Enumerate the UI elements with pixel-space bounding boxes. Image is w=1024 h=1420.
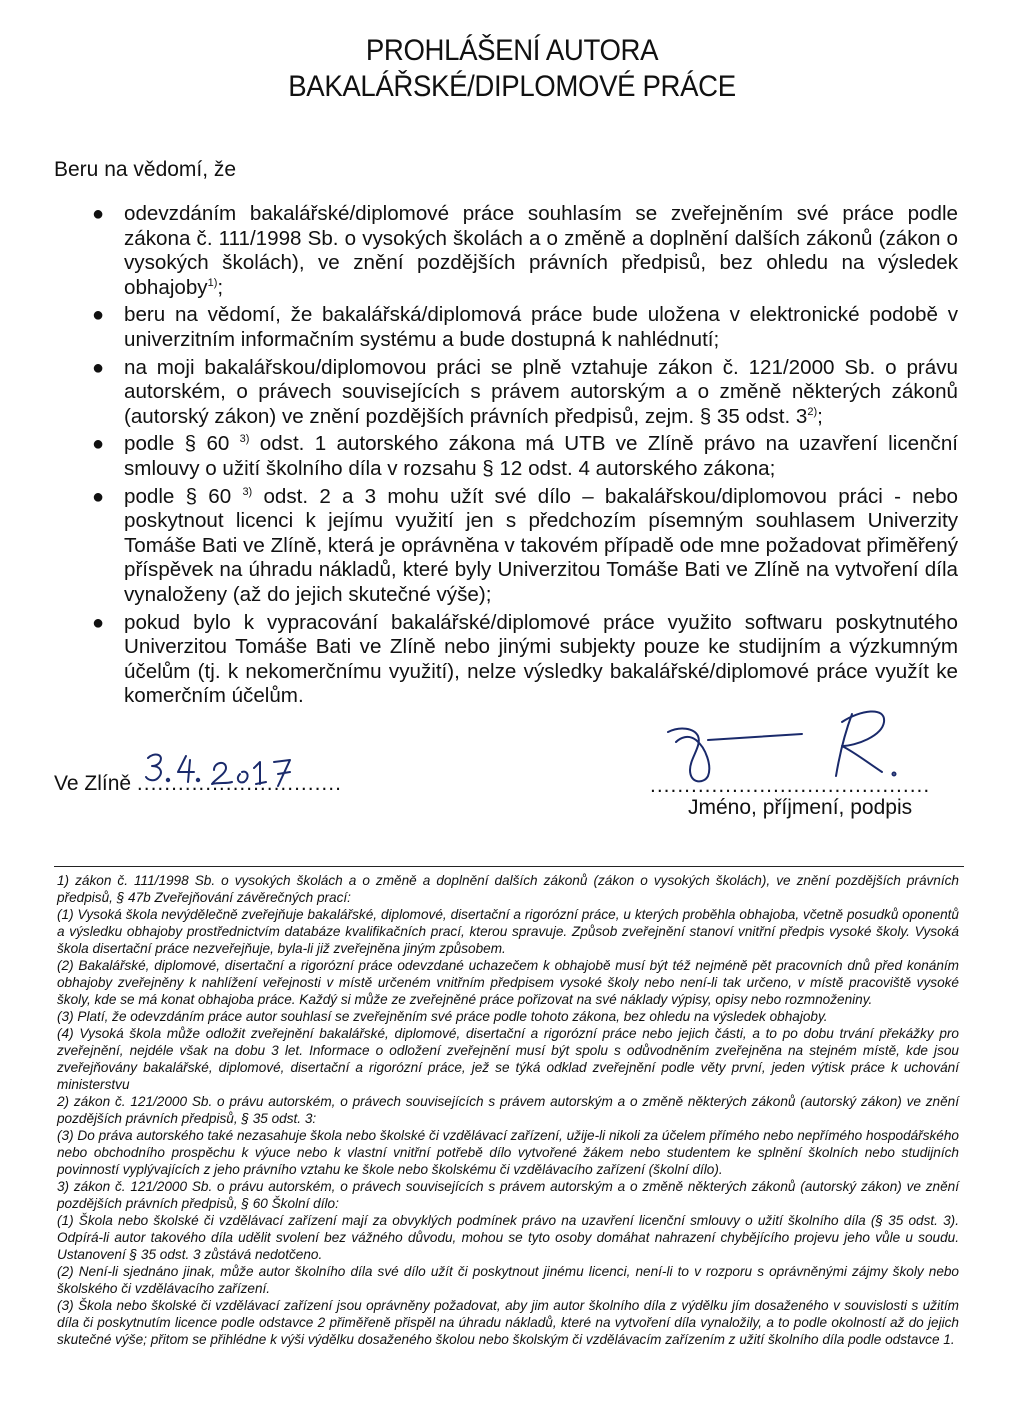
list-item-text: odst. 2 a 3 mohu užít své dílo – bakalářskou/diplomovou práci - nebo poskytnout licenci k jejímu využití jen s předchozím písemným souhlasem Univerzity Tomáše Bati ve Zlíně, která je oprávněna v takovém případě ode mne požadovat přiměřený příspěvek na úhradu nákladů, které byly Univerzitou Tomáše Bati ve Zlíně na vytvoření díla vynaloženy (až do jejich skutečné výše); xyxy=(124,484,958,606)
signature-block xyxy=(0,700,1024,840)
footnote-paragraph: (3) Do práva autorského také nezasahuje škola nebo školské či vzdělávací zařízení, užije-li nikoli za účelem přímého nebo nepřímého hospodářského nebo obchodního prospěchu k výuce nebo k vlastní vnitřní potřebě dílo vytvořené žákem nebo studentem ke splnění školních nebo studijních povinností vyplývajících z jeho právního vztahu ke škole nebo školskému či vzdělávacího zařízení (školní dílo). xyxy=(57,1128,959,1177)
footnote-paragraph: 1) zákon č. 111/1998 Sb. o vysokých školách a o změně a doplnění dalších zákonů (zákon o vysokých školách), ve znění pozdějších právních předpisů, § 47b Zveřejňování závěrečných prací: xyxy=(57,873,959,905)
bullet-dot: ● xyxy=(92,203,105,225)
list-item-text: beru na vědomí, že bakalářská/diplomová práce bude uložena v elektronické podobě v univerzitním informačním systému a bude dostupná k nahlédnutí; xyxy=(124,303,958,351)
signature-dots: ......................................... xyxy=(650,774,931,797)
list-item xyxy=(92,356,958,430)
footnote-paragraph: (1) Škola nebo školské či vzdělávací zařízení mají za obvyklých podmínek právo na uzavření licenční smlouvy o užití školního díla (§ 35 odst. 3). Odpírá-li autor takového díla udělit svolení bez vážného důvodu, mohou se tyto osoby domáhat nahrazení chybějícího projevu jeho vůle u soudu. Ustanovení § 35 odst. 3 zůstává nedotčeno. xyxy=(57,1213,959,1262)
bullet-dot: ● xyxy=(92,433,105,456)
list-item xyxy=(92,432,958,481)
list-item-text: odst. 1 autorského zákona má UTB ve Zlíně právo na uzavření licenční smlouvy o užití školního díla v rozsahu § 12 odst. 4 autorského zákona; xyxy=(124,432,958,480)
list-item-text: pokud bylo k vypracování bakalářské/diplomové práce využito softwaru poskytnutého Univerzitou Tomáše Bati ve Zlíně nebo jinými subjekty pouze ke studijním a výzkumným účelům (tj. k nekomerčnímu využití), nelze výsledky bakalářské/diplomové práce využít ke komerčním účelům. xyxy=(124,610,958,708)
place-label: Ve Zlíně xyxy=(54,772,132,795)
bullet-dot: ● xyxy=(92,304,105,327)
list-item xyxy=(92,611,958,709)
footnote-ref: 1) xyxy=(207,276,218,289)
footnote-paragraph: (2) Není-li sjednáno jinak, může autor školního díla své dílo užít či poskytnout jinému licenci, není-li to v rozporu s oprávněnými zájmy školy nebo školského či vzdělávacího zařízení. xyxy=(57,1264,959,1296)
list-item-text: podle § 60 xyxy=(124,484,232,508)
footnote-ref: 3) xyxy=(239,433,250,446)
intro-text: Beru na vědomí, že xyxy=(54,158,237,181)
footnote-paragraph: (4) Vysoká škola může odložit zveřejnění bakalářské, diplomové, disertační a rigorózní práce nebo jejich části, a to po dobu trvání překážky pro zveřejnění, nejdéle však na dobu 3 let. Informace o odložení zveřejnění musí být spolu s odůvodněním zveřejněna na stejném místě, kde jsou zveřejňovány bakalářské, diplomové, disertační a rigorózní práce, jež se týká odklad zveřejnění podle věty první, jeden výtisk práce k uchování ministerstvu xyxy=(57,1026,959,1092)
list-item xyxy=(92,485,958,608)
document-title-line-1: PROHLÁŠENÍ AUTORA xyxy=(365,34,659,67)
list-item-punct: ; xyxy=(217,275,224,299)
footnote-paragraph: 3) zákon č. 121/2000 Sb. o právu autorském, o právech souvisejících s právem autorským a o změně některých zákonů (autorský zákon) ve znění pozdějších právních předpisů, § 60 Školní dílo: xyxy=(57,1179,959,1211)
document-title-line-2: BAKALÁŘSKÉ/DIPLOMOVÉ PRÁCE xyxy=(288,70,736,103)
bullet-dot: ● xyxy=(92,611,105,634)
list-item-text: podle § 60 xyxy=(124,432,230,456)
list-item xyxy=(92,202,958,300)
list-item xyxy=(92,303,958,352)
footnotes xyxy=(57,872,959,1348)
declaration-list xyxy=(92,202,958,712)
signature-label: Jméno, příjmení, podpis xyxy=(688,796,913,819)
footnote-paragraph: (1) Vysoká škola nevýdělečně zveřejňuje bakalářské, diplomové, disertační a rigorózní práce, u kterých proběhla obhajoba, včetně posudků oponentů a výsledku obhajoby prostřednictvím databáze kvalifikačních prací, kterou spravuje. Způsob zveřejnění stanoví vnitřní předpis vysoké školy. Vysoká škola disertační práce nezveřejňuje, byla-li již zveřejněna jiným způsobem. xyxy=(57,907,959,956)
footnote-paragraph: (3) Platí, že odevzdáním práce autor souhlasí se zveřejněním své práce podle tohoto zákona, bez ohledu na výsledek obhajoby. xyxy=(57,1009,828,1024)
list-item-text: na moji bakalářskou/diplomovou práci se plně vztahuje zákon č. 121/2000 Sb. o právu autorském, o právech souvisejících s právem autorským a o změně některých zákonů (autorský zákon) ve znění pozdějších právních předpisů, zejm. § 35 odst. 3 xyxy=(124,355,958,428)
handwritten-date xyxy=(142,744,302,794)
footnote-ref: 3) xyxy=(242,485,253,498)
list-item-text: odevzdáním bakalářské/diplomové práce souhlasím se zveřejněním své práce podle zákona č. 111/1998 Sb. o vysokých školách a o změně a doplnění dalších zákonů (zákon o vysokých školách), ve znění pozdějších právních předpisů, bez ohledu na výsledek obhajoby xyxy=(124,202,958,299)
footnote-paragraph: (2) Bakalářské, diplomové, disertační a rigorózní práce odevzdané uchazečem k obhajobě musí být též nejméně pět pracovních dnů před konáním obhajoby zveřejněny k nahlížení veřejnosti v místě určeném vnitřním předpisem vysoké školy nebo není-li tak určeno, v místě pracoviště vysoké školy, kde se má konat obhajoba práce. Každý si může ze zveřejněné práce pořizovat na své náklady výpisy, opisy nebo rozmnoženiny. xyxy=(57,958,959,1007)
footnote-divider xyxy=(54,866,964,867)
bullet-dot: ● xyxy=(92,356,105,379)
list-item-punct: ; xyxy=(817,404,823,428)
footnote-paragraph: 2) zákon č. 121/2000 Sb. o právu autorském, o právech souvisejících s právem autorským a o změně některých zákonů (autorský zákon) ve znění pozdějších právních předpisů, § 35 odst. 3: xyxy=(57,1094,959,1126)
footnote-paragraph: (3) Škola nebo školské či vzdělávací zařízení jsou oprávněny požadovat, aby jim autor školního díla z výdělku jím dosaženého v souvislosti s užitím díla či poskytnutím licence podle odstavce 2 přiměřeně přispěl na úhradu nákladů, které na vytvoření díla vynaložily, a to podle okolností až do jejich skutečné výše; přitom se přihlédne k výši výdělku dosaženého školou nebo školským či vzdělávacím zařízením z užití školního díla podle odstavce 1. xyxy=(57,1298,959,1347)
bullet-dot: ● xyxy=(92,485,105,508)
footnote-ref: 2) xyxy=(807,405,818,418)
place-dots: .............................. xyxy=(136,772,342,795)
